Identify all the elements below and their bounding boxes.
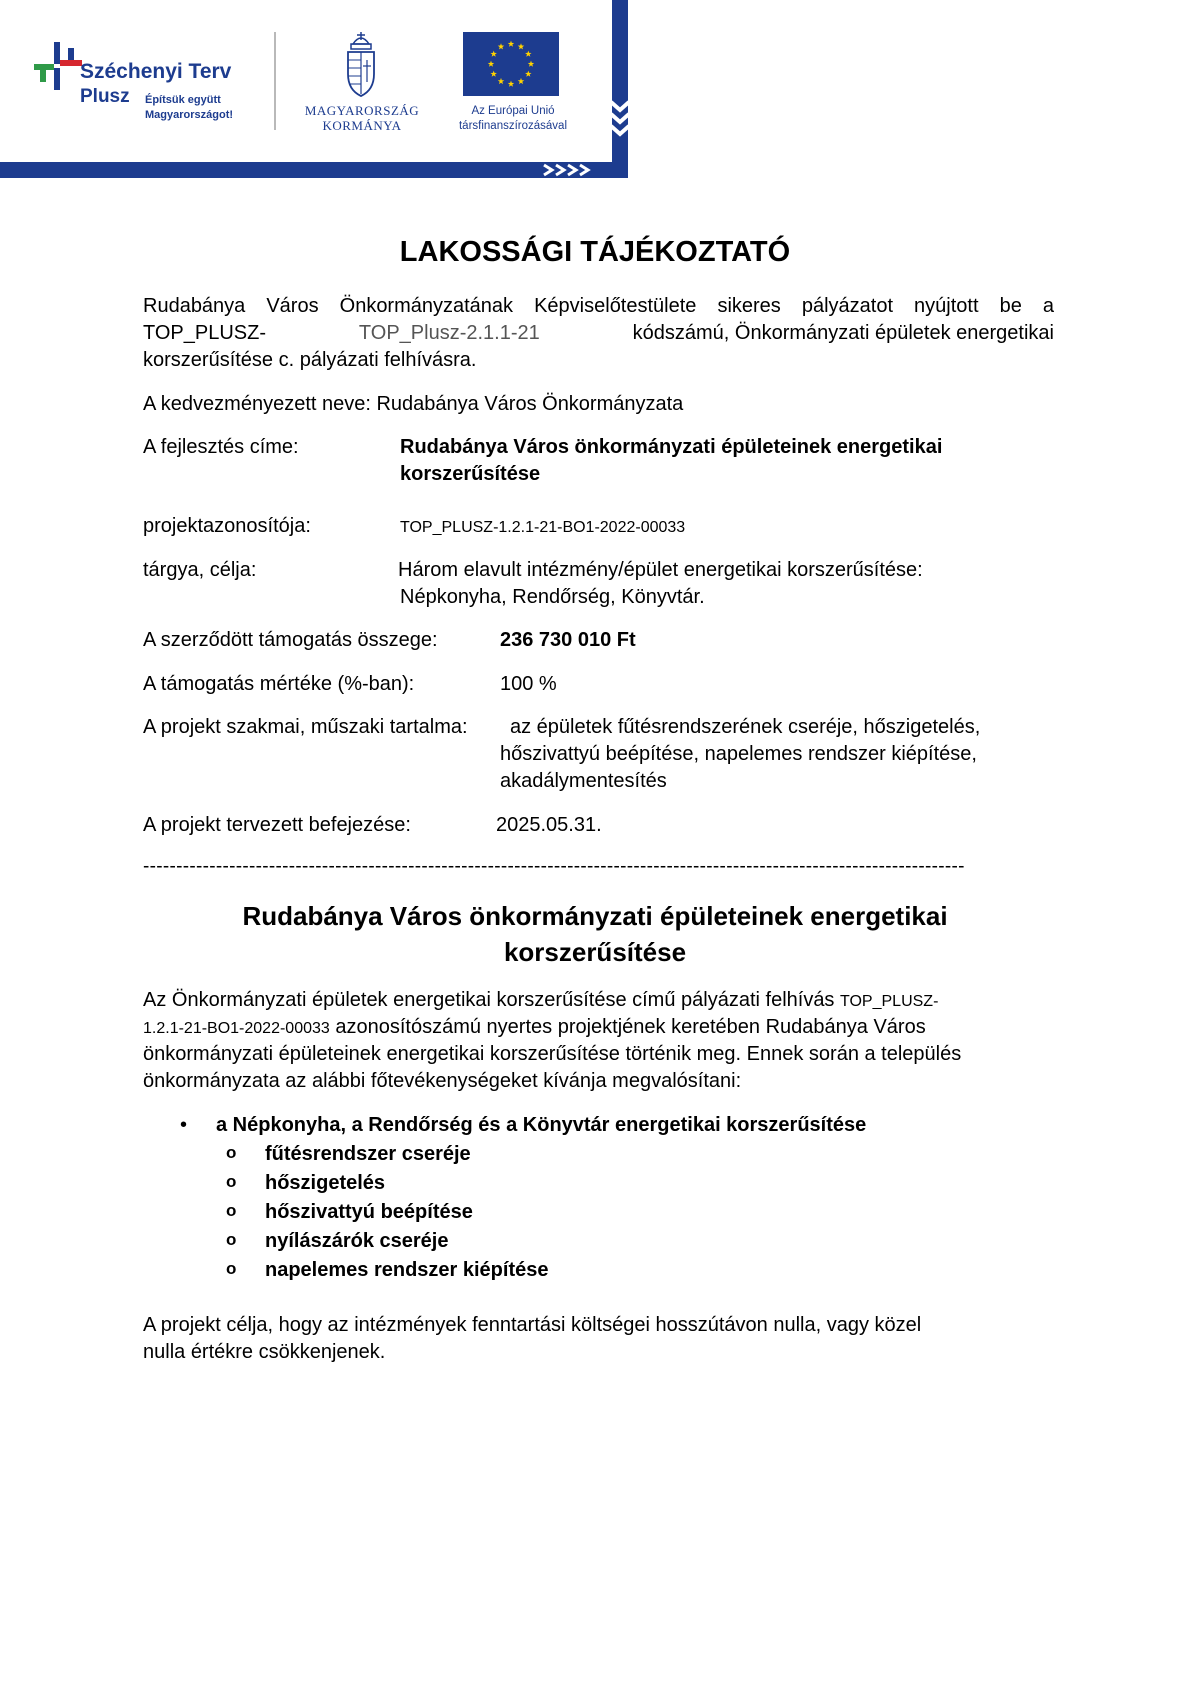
project-id-label: projektazonosítója: [143, 515, 311, 537]
section-title-line-2: korszerűsítése [503, 937, 687, 967]
dev-title-line-2: korszerűsítése [400, 463, 541, 485]
subject-line-2: Népkonyha, Rendőrség, Könyvtár. [400, 586, 705, 608]
end-value: 2025.05.31. [496, 814, 602, 836]
eu-cofinancing-label [440, 104, 586, 134]
logo-divider [274, 32, 276, 130]
eu-flag-icon [463, 32, 559, 96]
subject-line-1: Három elavult intézmény/épület energetikai korszerűsítése: [398, 559, 923, 581]
government-name-line-1: MAGYARORSZÁG [304, 103, 420, 118]
circle-bullet-icon: o [226, 1172, 237, 1191]
intro-line-2 [143, 320, 1054, 347]
banner-bottom-bar [0, 162, 628, 178]
para-text-2: azonosítószámú nyertes projektjének keretében Rudabánya Város [335, 1016, 926, 1038]
szechenyi-tagline-1: Építsük együtt [145, 94, 221, 106]
szechenyi-plus: Plusz [80, 86, 130, 107]
content-line-2: hőszivattyú beépítése, napelemes rendszer kiépítése, [500, 743, 977, 765]
para-line-1 [143, 987, 938, 1015]
szechenyi-tagline-2: Magyarországot! [145, 109, 234, 121]
main-bullet: a Népkonyha, a Rendőrség és a Könyvtár energetikai korszerűsítése [216, 1114, 867, 1136]
para-code: 1.2.1-21-BO1-2022-00033 [143, 1020, 330, 1037]
content-line-3: akadálymentesítés [500, 770, 667, 792]
rate-label: A támogatás mértéke (%-ban): [143, 673, 415, 695]
separator-line: ---------------------------------------------------------------------------------------------------------------------------- [143, 856, 965, 877]
circle-bullet-icon: o [226, 1259, 237, 1278]
content-label: A projekt szakmai, műszaki tartalma: [143, 716, 468, 738]
document-title: LAKOSSÁGI TÁJÉKOZTATÓ [399, 236, 791, 268]
banner-right-bar [612, 0, 628, 178]
bullet-dot-icon: • [180, 1114, 188, 1136]
section-title [0, 898, 1190, 970]
para-line-4: önkormányzata az alábbi főtevékenységeket kívánja megvalósítani: [143, 1070, 742, 1092]
government-name [298, 103, 426, 133]
dev-title-line-1: Rudabánya Város önkormányzati épületeinek energetikai [400, 436, 943, 458]
intro-line-1: Rudabánya Város Önkormányzatának Képviselőtestülete sikeres pályázatot nyújtott be a [143, 295, 1054, 317]
beneficiary: A kedvezményezett neve: Rudabánya Város Önkormányzata [143, 393, 684, 415]
chevron-right-icon [540, 163, 596, 177]
szechenyi-cross-logo [32, 40, 84, 92]
project-id: TOP_PLUSZ-1.2.1-21-BO1-2022-00033 [400, 519, 686, 536]
dev-title-label: A fejlesztés címe: [143, 436, 299, 458]
chevron-down-icon [607, 100, 633, 146]
intro-code: TOP_Plusz-2.1.1-21 [358, 322, 540, 344]
grant-value: 236 730 010 Ft [500, 629, 636, 651]
para-line-3: önkormányzati épületeinek energetikai korszerűsítése történik meg. Ennek során a település [143, 1043, 962, 1065]
sub-item: napelemes rendszer kiépítése [265, 1259, 549, 1281]
end-label: A projekt tervezett befejezése: [143, 814, 411, 836]
sub-item: hőszigetelés [265, 1172, 386, 1194]
intro-line-3: korszerűsítése c. pályázati felhívásra. [143, 349, 477, 371]
szechenyi-title: Széchenyi Terv [80, 60, 232, 83]
grant-label: A szerződött támogatás összege: [143, 629, 438, 651]
subject-label: tárgya, célja: [143, 559, 257, 581]
circle-bullet-icon: o [226, 1143, 237, 1162]
eu-cofinancing-line-2: társfinanszírozásával [458, 120, 568, 132]
header-banner [0, 0, 628, 178]
closing-line-1: A projekt célja, hogy az intézmények fenntartási költségei hosszútávon nulla, vagy közel [143, 1314, 922, 1336]
szechenyi-tagline [145, 93, 233, 123]
para-line-2 [143, 1014, 926, 1042]
hungarian-coat-of-arms-icon [343, 30, 379, 98]
circle-bullet-icon: o [226, 1230, 237, 1249]
para-code-prefix: TOP_PLUSZ- [840, 993, 939, 1010]
rate-value: 100 % [500, 673, 557, 695]
government-name-line-2: KORMÁNYA [322, 118, 402, 133]
circle-bullet-icon: o [226, 1201, 237, 1220]
closing-line-2: nulla értékre csökkenjenek. [143, 1341, 386, 1363]
intro-suffix: kódszámú, Önkormányzati épületek energetikai [632, 322, 1054, 344]
intro-prefix: TOP_PLUSZ- [143, 322, 266, 344]
sub-item: nyílászárók cseréje [265, 1230, 449, 1252]
sub-item: fűtésrendszer cseréje [265, 1143, 471, 1165]
para-text-1: Az Önkormányzati épületek energetikai korszerűsítése című pályázati felhívás [143, 989, 835, 1011]
sub-item: hőszivattyú beépítése [265, 1201, 473, 1223]
section-title-line-1: Rudabánya Város önkormányzati épületeinek energetikai [242, 901, 948, 931]
eu-cofinancing-line-1: Az Európai Unió [471, 105, 555, 117]
content-line-1: az épületek fűtésrendszerének cseréje, hőszigetelés, [510, 716, 981, 738]
